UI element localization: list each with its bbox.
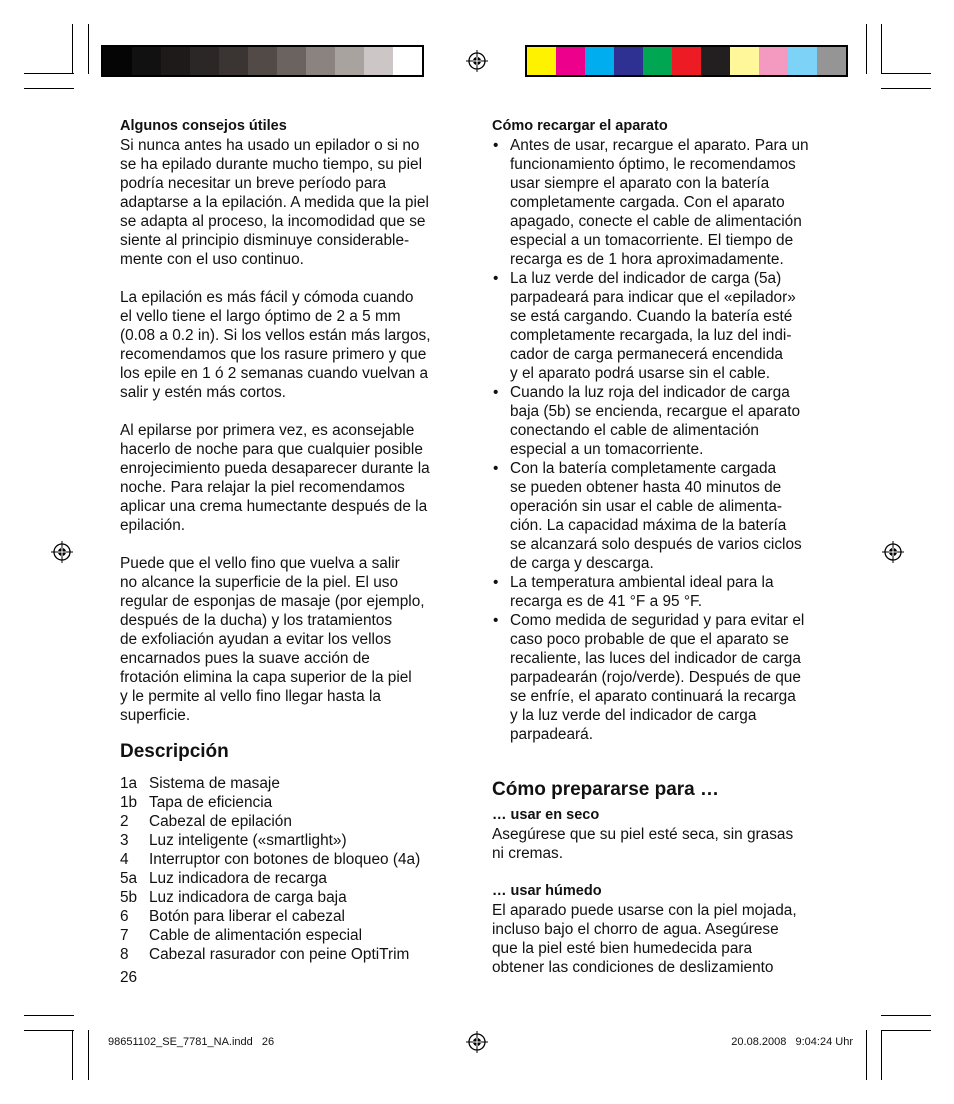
text-line: completamente recargada, la luz del indi- — [510, 327, 792, 344]
text-line: y la luz verde del indicador de carga — [510, 707, 757, 724]
text-line: usar siempre el aparato con la batería — [510, 175, 770, 192]
text-line: recarga es de 41 °F a 95 °F. — [510, 593, 702, 610]
text-line: podría necesitar un breve período para — [120, 175, 387, 192]
text-line: el vello tiene el largo óptimo de 2 a 5 mm — [120, 308, 401, 325]
text-line: salir y estén más cortos. — [120, 384, 286, 401]
description-item — [120, 869, 470, 888]
crop-mark — [881, 1030, 931, 1031]
registration-mark-icon — [466, 50, 488, 72]
color-swatch — [364, 47, 393, 75]
color-swatch — [103, 47, 132, 75]
text-line: ni cremas. — [492, 845, 563, 862]
registration-mark-icon — [466, 1031, 488, 1053]
crop-mark — [24, 1015, 74, 1016]
color-swatch — [759, 47, 788, 75]
description-item — [120, 907, 470, 926]
color-swatch — [556, 47, 585, 75]
description-item — [120, 812, 470, 831]
color-swatch — [161, 47, 190, 75]
description-heading: Descripción — [120, 741, 229, 762]
text-line: El aparado puede usarse con la piel mojada, — [492, 902, 797, 919]
crop-mark — [881, 73, 931, 74]
crop-mark — [881, 1030, 882, 1080]
crop-mark — [24, 1030, 74, 1031]
color-swatch — [672, 47, 701, 75]
text-line: que la piel esté bien humedecida para — [492, 940, 753, 957]
color-swatch — [788, 47, 817, 75]
text-line: La epilación es más fácil y cómoda cuando — [120, 289, 414, 306]
recharge-bullet — [492, 269, 842, 383]
text-line: recarga es de 1 hora aproximadamente. — [510, 251, 784, 268]
text-line: apagado, conecte el cable de alimentación — [510, 213, 802, 230]
text-line: frotación elimina la capa superior de la piel — [120, 669, 412, 686]
description-item — [120, 945, 470, 964]
recharge-bullet-list — [492, 136, 842, 744]
text-line: los epile en 1 ó 2 semanas cuando vuelvan a — [120, 365, 429, 382]
wet-use-heading: … usar húmedo — [492, 883, 602, 899]
text-line: superficie. — [120, 707, 191, 724]
text-line: hacerlo de noche para que cualquier posible — [120, 441, 423, 458]
tips-body — [120, 136, 470, 725]
text-line: se enfríe, el aparato continuará la recarga — [510, 688, 796, 705]
right-column — [492, 117, 842, 977]
color-swatch — [643, 47, 672, 75]
text-line: caso poco probable de que el aparato se — [510, 631, 789, 648]
text-line: Al epilarse por primera vez, es aconsejable — [120, 422, 415, 439]
crop-mark — [881, 88, 931, 89]
text-line: después de la ducha) y los tratamientos — [120, 612, 393, 629]
description-item-label: Interruptor con botones de bloqueo (4a) — [149, 851, 421, 868]
description-item-label: Luz indicadora de recarga — [149, 870, 327, 887]
page-number: 26 — [120, 969, 138, 986]
color-swatch — [527, 47, 556, 75]
tips-heading: Algunos consejos útiles — [120, 118, 287, 134]
footer-timestamp: 20.08.2008 9:04:24 Uhr — [731, 1036, 853, 1048]
description-item-label: Sistema de masaje — [149, 775, 280, 792]
text-line: conectando el cable de alimentación — [510, 422, 759, 439]
recharge-bullet — [492, 459, 842, 573]
text-line: siente al principio disminuye considerable- — [120, 232, 410, 249]
color-swatch — [817, 47, 846, 75]
crop-mark — [72, 1030, 73, 1080]
text-line: especial a un tomacorriente. — [510, 441, 704, 458]
crop-mark — [881, 1015, 931, 1016]
description-item-number: 2 — [120, 813, 129, 830]
text-line: noche. Para relajar la piel recomendamos — [120, 479, 405, 496]
description-item-number: 8 — [120, 946, 129, 963]
text-line: Puede que el vello fino que vuelva a salir — [120, 555, 400, 572]
description-item-number: 3 — [120, 832, 129, 849]
description-item-number: 6 — [120, 908, 129, 925]
recharge-bullet — [492, 573, 842, 611]
color-swatch — [701, 47, 730, 75]
recharge-bullet — [492, 383, 842, 459]
text-line: recomendamos que los rasure primero y que — [120, 346, 427, 363]
text-line: Asegúrese que su piel esté seca, sin grasas — [492, 826, 794, 843]
text-line: parpadeará para indicar que el «epilador» — [510, 289, 796, 306]
recharge-bullet — [492, 611, 842, 744]
color-swatch — [730, 47, 759, 75]
text-line: Si nunca antes ha usado un epilador o si no — [120, 137, 420, 154]
description-item-label: Cabezal de epilación — [149, 813, 292, 830]
color-swatch — [132, 47, 161, 75]
description-item-label: Tapa de eficiencia — [149, 794, 273, 811]
text-line: parpadearán (rojo/verde). Después de que — [510, 669, 801, 686]
description-item-label: Luz inteligente («smartlight») — [149, 832, 347, 849]
color-swatch — [393, 47, 422, 75]
description-item-number: 1b — [120, 794, 138, 811]
text-line: completamente cargada. Con el aparato — [510, 194, 785, 211]
text-line: de exfoliación ayudan a evitar los vellos — [120, 631, 392, 648]
text-line: se adapta al proceso, la incomodidad que se — [120, 213, 426, 230]
text-line: funcionamiento óptimo, le recomendamos — [510, 156, 796, 173]
text-line: • Con la batería completamente cargada — [510, 460, 777, 477]
left-column — [120, 117, 470, 987]
color-swatch — [248, 47, 277, 75]
text-line: recaliente, las luces del indicador de carga — [510, 650, 801, 667]
text-line: mente con el uso continuo. — [120, 251, 304, 268]
text-line: baja (5b) se encienda, recargue el aparato — [510, 403, 801, 420]
description-item-number: 7 — [120, 927, 129, 944]
text-line: epilación. — [120, 517, 186, 534]
text-line: adaptarse a la epilación. A medida que la piel — [120, 194, 429, 211]
text-line: y el aparato podrá usarse sin el cable. — [510, 365, 771, 382]
description-item — [120, 926, 470, 945]
description-item-label: Cable de alimentación especial — [149, 927, 363, 944]
description-item-label: Cabezal rasurador con peine OptiTrim — [149, 946, 410, 963]
text-line: se ha epilado durante mucho tiempo, su piel — [120, 156, 423, 173]
text-line: incluso bajo el chorro de agua. Asegúrese — [492, 921, 779, 938]
text-line: • Antes de usar, recargue el aparato. Para un — [510, 137, 809, 154]
description-item — [120, 831, 470, 850]
text-line: encarnados pues la suave acción de — [120, 650, 370, 667]
text-line: ción. La capacidad máxima de la batería — [510, 517, 787, 534]
description-item — [120, 888, 470, 907]
color-swatch — [219, 47, 248, 75]
description-item — [120, 850, 470, 869]
color-swatch — [614, 47, 643, 75]
description-item-number: 1a — [120, 775, 138, 792]
text-line: • Como medida de seguridad y para evitar el — [510, 612, 805, 629]
color-swatch — [190, 47, 219, 75]
tips-paragraph — [120, 136, 470, 269]
registration-mark-icon — [51, 541, 73, 563]
text-line: (0.08 a 0.2 in). Si los vellos están más largos, — [120, 327, 431, 344]
tips-paragraph — [120, 288, 470, 402]
grayscale-color-bar — [101, 45, 424, 77]
text-line: aplicar una crema humectante después de la — [120, 498, 428, 515]
text-line: de carga y descarga. — [510, 555, 654, 572]
prepare-heading: Cómo prepararse para … — [492, 779, 720, 800]
text-line: se pueden obtener hasta 40 minutos de — [510, 479, 782, 496]
dry-use-text — [492, 825, 842, 863]
text-line: • La luz verde del indicador de carga (5a) — [510, 270, 782, 287]
description-list — [120, 774, 470, 964]
text-line: • Cuando la luz roja del indicador de carga — [510, 384, 790, 401]
text-line: parpadeará. — [510, 726, 594, 743]
color-swatch — [306, 47, 335, 75]
recharge-heading: Cómo recargar el aparato — [492, 118, 668, 134]
color-swatch — [335, 47, 364, 75]
recharge-bullet — [492, 136, 842, 269]
description-item-number: 4 — [120, 851, 129, 868]
crop-mark — [88, 1030, 89, 1080]
text-line: obtener las condiciones de deslizamiento — [492, 959, 774, 976]
text-line: se está cargando. Cuando la batería esté — [510, 308, 793, 325]
text-line: operación sin usar el cable de alimenta- — [510, 498, 783, 515]
text-line: y le permite al vello fino llegar hasta la — [120, 688, 381, 705]
description-item — [120, 774, 470, 793]
crop-mark — [866, 24, 867, 74]
description-item-number: 5a — [120, 870, 138, 887]
text-line: no alcance la superficie de la piel. El uso — [120, 574, 399, 591]
crop-mark — [88, 24, 89, 74]
footer-file-name: 98651102_SE_7781_NA.indd 26 — [108, 1036, 275, 1048]
text-line: cador de carga permanecerá encendida — [510, 346, 783, 363]
text-line: enrojecimiento pueda desaparecer durante la — [120, 460, 430, 477]
tips-paragraph — [120, 421, 470, 535]
dry-use-heading: … usar en seco — [492, 807, 600, 823]
crop-mark — [24, 88, 74, 89]
text-line: se alcanzará solo después de varios ciclos — [510, 536, 802, 553]
crop-mark — [866, 1030, 867, 1080]
crop-mark — [24, 73, 74, 74]
description-item-label: Botón para liberar el cabezal — [149, 908, 345, 925]
wet-use-text — [492, 901, 842, 977]
description-item-label: Luz indicadora de carga baja — [149, 889, 347, 906]
process-color-bar — [525, 45, 848, 77]
color-swatch — [585, 47, 614, 75]
registration-mark-icon — [882, 541, 904, 563]
crop-mark — [881, 24, 882, 74]
text-line: • La temperatura ambiental ideal para la — [510, 574, 774, 591]
description-item-number: 5b — [120, 889, 138, 906]
text-line: regular de esponjas de masaje (por ejemplo, — [120, 593, 425, 610]
crop-mark — [72, 24, 73, 74]
color-swatch — [277, 47, 306, 75]
tips-paragraph — [120, 554, 470, 725]
description-item — [120, 793, 470, 812]
text-line: especial a un tomacorriente. El tiempo de — [510, 232, 794, 249]
